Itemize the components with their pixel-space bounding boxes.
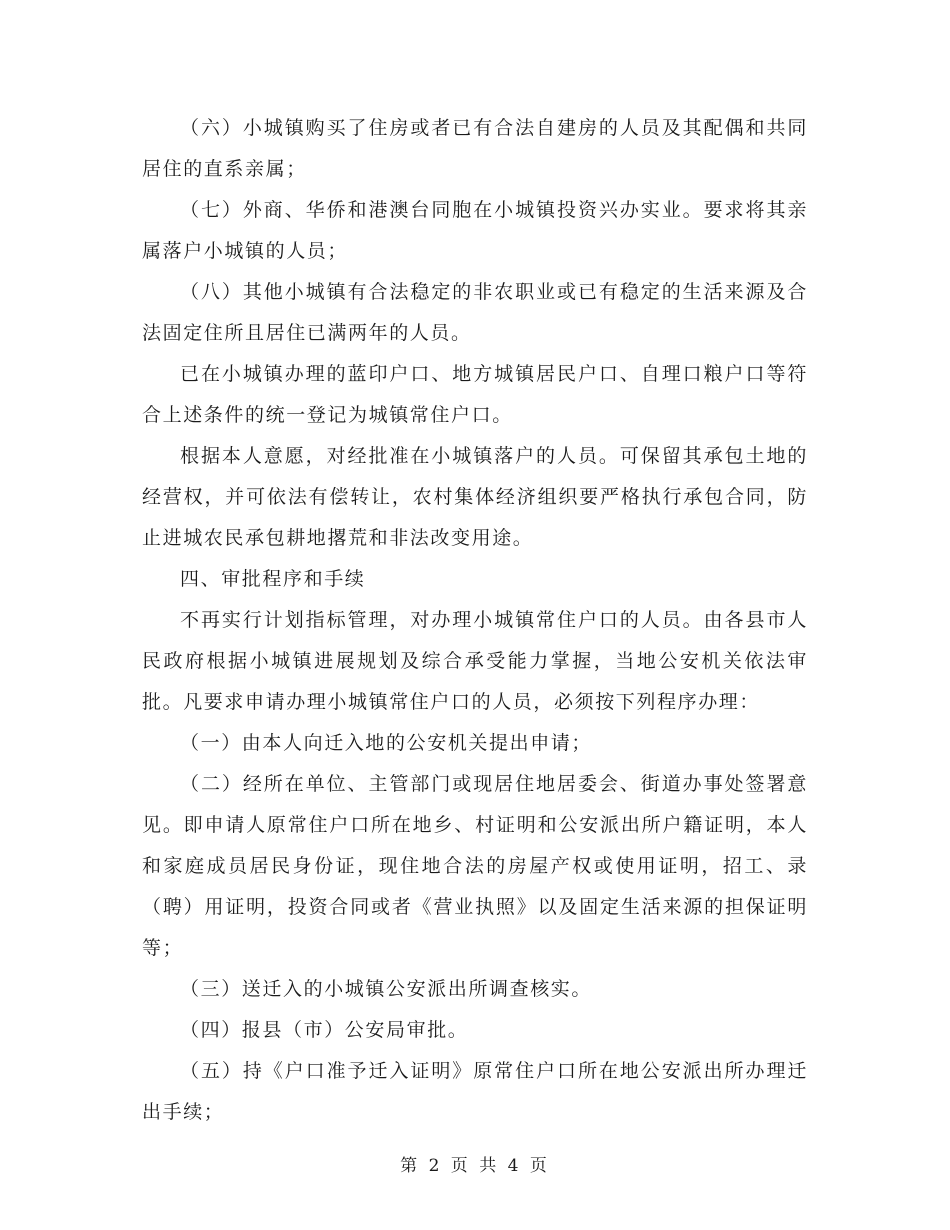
procedure-step-1: （一）由本人向迁入地的公安机关提出申请； [180,732,593,754]
paragraph-land-rights: 根据本人意愿，对经批准在小城镇落户的人员。可保留其承包土地的经营权，并可依法有偿转让，农村集体经济组织要严格执行承包合同，防止进城农民承包耕地撂荒和非法改变用途。 [142,445,808,549]
procedure-step-5: （五）持《户口准予迁入证明》原常住户口所在地公安派出所办理迁出手续； [142,1060,808,1123]
procedure-step-3: （三）送迁入的小城镇公安派出所调查核实。 [180,978,593,1000]
procedure-step-4: （四）报县（市）公安局审批。 [180,1019,469,1041]
paragraph-item-6: （六）小城镇购买了住房或者已有合法自建房的人员及其配偶和共同居住的直系亲属； [142,117,808,180]
procedure-step-2: （二）经所在单位、主管部门或现居住地居委会、街道办事处签署意见。即申请人原常住户口所在地乡、村证明和公安派出所户籍证明，本人和家庭成员居民身份证，现住地合法的房屋产权或使用证明，招工、录（聘）用证明，投资合同或者《营业执照》以及固定生活来源的担保证明等； [142,773,808,959]
document-body [142,108,808,1133]
section-heading-approval: 四、审批程序和手续 [180,568,366,590]
paragraph-item-8: （八）其他小城镇有合法稳定的非农职业或已有稳定的生活来源及合法固定住所且居住已满两年的人员。 [142,281,808,344]
paragraph-blue-stamp-registration: 已在小城镇办理的蓝印户口、地方城镇居民户口、自理口粮户口等符合上述条件的统一登记为城镇常住户口。 [142,363,808,426]
page-number-footer: 第 2 页 共 4 页 [400,1156,550,1176]
paragraph-approval-intro: 不再实行计划指标管理，对办理小城镇常住户口的人员。由各县市人民政府根据小城镇进展规划及综合承受能力掌握，当地公安机关依法审批。凡要求申请办理小城镇常住户口的人员，必须按下列程序办理： [142,609,808,713]
paragraph-item-7: （七）外商、华侨和港澳台同胞在小城镇投资兴办实业。要求将其亲属落户小城镇的人员； [142,199,808,262]
